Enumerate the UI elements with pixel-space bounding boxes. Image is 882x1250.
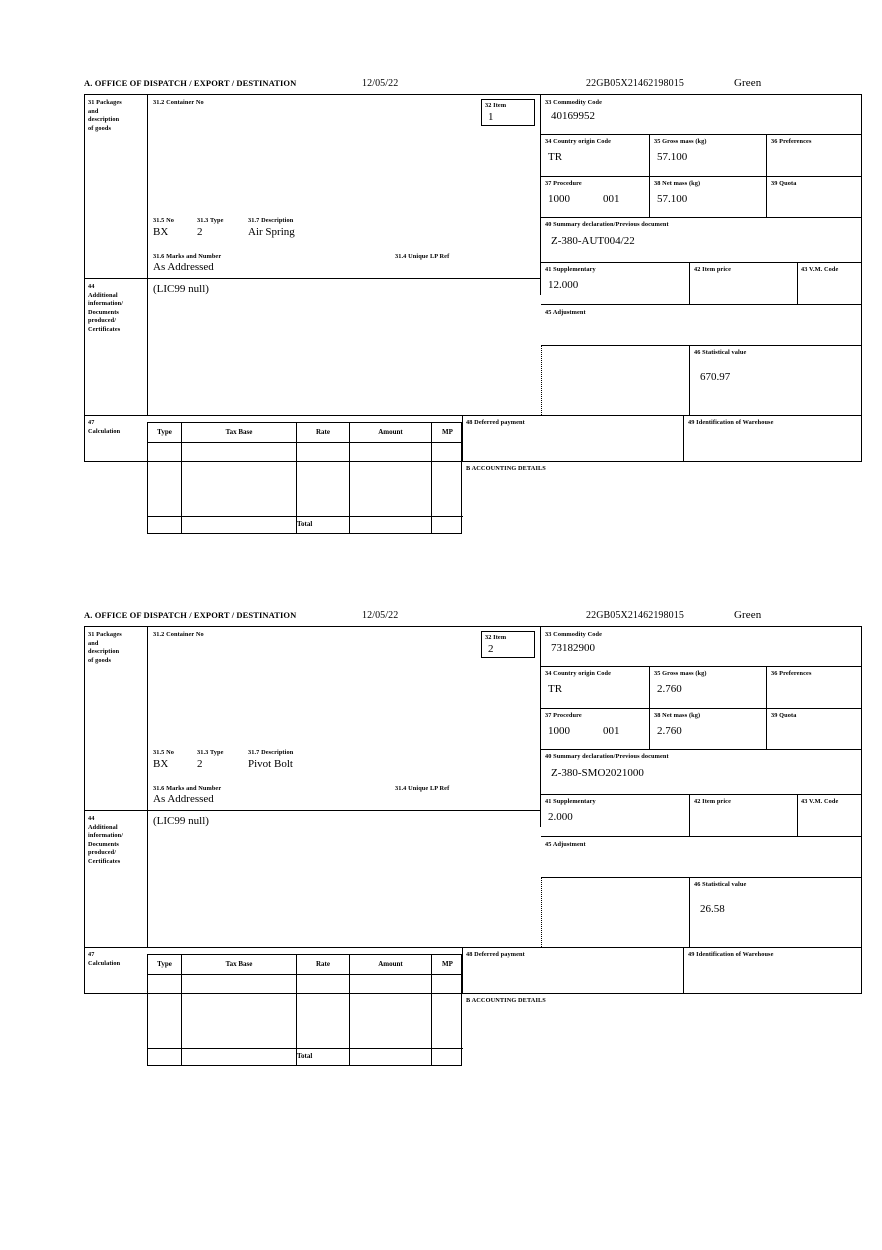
box41-label: 41 Supplementary xyxy=(545,798,596,805)
calc-col-header-amount: Amount xyxy=(378,960,403,968)
declaration-date: 12/05/22 xyxy=(362,78,399,89)
calc-col-header-type: Type xyxy=(157,960,172,968)
box38-net-mass xyxy=(650,709,766,749)
box41-label: 41 Supplementary xyxy=(545,266,596,273)
box33-commodity-code xyxy=(541,95,861,134)
box46-statistical-value xyxy=(690,345,861,415)
goods-description-value: Air Spring xyxy=(248,226,295,238)
marks-and-number-value: As Addressed xyxy=(153,793,214,805)
customs-declaration-form-1 xyxy=(84,77,862,528)
box44-value: (LIC99 null) xyxy=(153,815,209,827)
box37-value-1: 1000 xyxy=(548,725,570,737)
box47-label: 47 Calculation xyxy=(88,419,121,435)
packages-type-label: 31.3 Type xyxy=(197,217,224,224)
packages-no-value: BX xyxy=(153,758,169,770)
divider-box31-box44 xyxy=(85,810,540,811)
calc-total-label: Total xyxy=(297,520,313,528)
box43-label: 43 V.M. Code xyxy=(801,798,839,805)
box34-value: TR xyxy=(548,151,563,163)
box37-procedure xyxy=(541,177,649,217)
divider-left-labels xyxy=(147,627,148,947)
box43-vm-code xyxy=(798,795,861,836)
packages-no-label: 31.5 No xyxy=(153,749,174,756)
calc-col-header-type: Type xyxy=(157,428,172,436)
calc-total-divider xyxy=(148,516,463,517)
box35-value: 2.760 xyxy=(657,683,682,695)
box40-previous-document xyxy=(541,750,861,794)
box46-value: 670.97 xyxy=(700,371,731,383)
calc-col-header-mp: MP xyxy=(442,960,453,968)
box48-deferred-payment xyxy=(462,947,684,989)
form-header xyxy=(84,610,862,626)
box42-item-price xyxy=(690,263,797,304)
box34-label: 34 Country origin Code xyxy=(545,138,612,145)
box47-label: 47 Calculation xyxy=(88,951,121,967)
box32-label: 32 Item xyxy=(485,102,507,109)
calc-col-header-tax-base: Tax Base xyxy=(225,428,253,436)
calc-total-divider xyxy=(148,1048,463,1049)
calc-col-header-amount: Amount xyxy=(378,428,403,436)
box33-label: 33 Commodity Code xyxy=(545,631,602,638)
box41-value: 2.000 xyxy=(548,811,573,823)
box38-value: 2.760 xyxy=(657,725,682,737)
box33-value: 73182900 xyxy=(551,642,595,654)
box40-value: Z-380-SMO2021000 xyxy=(551,767,644,779)
box31-label: 31 Packages and description of goods xyxy=(88,99,122,132)
divider-calc-48 xyxy=(462,947,463,993)
packages-no-label: 31.5 No xyxy=(153,217,174,224)
divider-dotted-46 xyxy=(541,877,542,947)
divider-box31-box44 xyxy=(85,278,540,279)
goods-description-label: 31.7 Description xyxy=(248,749,294,756)
box42-label: 42 Item price xyxy=(694,798,731,805)
box34-country-origin xyxy=(541,667,649,708)
box40-value: Z-380-AUT004/22 xyxy=(551,235,635,247)
box41-value: 12.000 xyxy=(548,279,579,291)
box37-label: 37 Procedure xyxy=(545,712,582,719)
movement-reference-number: 22GB05X21462198015 xyxy=(586,78,684,89)
box34-value: TR xyxy=(548,683,563,695)
box37-value-1: 1000 xyxy=(548,193,570,205)
box33-commodity-code xyxy=(541,627,861,666)
container-no-label: 31.2 Container No xyxy=(153,631,204,638)
box37-value-2: 001 xyxy=(603,193,620,205)
divider-48-accounting xyxy=(462,461,861,462)
box32-item xyxy=(481,631,535,658)
box35-gross-mass xyxy=(650,135,766,176)
box45-adjustment xyxy=(541,837,861,877)
calculation-table xyxy=(147,954,462,1066)
box38-value: 57.100 xyxy=(657,193,688,205)
office-of-dispatch-label: A. OFFICE OF DISPATCH / EXPORT / DESTINATION xyxy=(84,78,297,88)
calc-col-header-mp: MP xyxy=(442,428,453,436)
box44-label: 44 Additional information/ Documents produced/ Certificates xyxy=(88,815,124,865)
customs-declaration-form-2 xyxy=(84,609,862,1060)
box45-adjustment xyxy=(541,305,861,345)
box34-country-origin xyxy=(541,135,649,176)
calc-col-header-rate: Rate xyxy=(316,428,330,436)
divider-48-accounting xyxy=(462,993,861,994)
box37-label: 37 Procedure xyxy=(545,180,582,187)
box37-value-2: 001 xyxy=(603,725,620,737)
box48-deferred-payment xyxy=(462,415,684,457)
calc-header-underline xyxy=(148,974,463,975)
box35-label: 35 Gross mass (kg) xyxy=(654,138,707,145)
box31-label: 31 Packages and description of goods xyxy=(88,631,122,664)
calc-header-underline xyxy=(148,442,463,443)
form-header xyxy=(84,78,862,94)
box44-value: (LIC99 null) xyxy=(153,283,209,295)
box48-label: 48 Deferred payment xyxy=(466,419,525,426)
box49-label: 49 Identification of Warehouse xyxy=(688,419,774,426)
box39-label: 39 Quota xyxy=(771,712,797,719)
marks-and-number-label: 31.6 Marks and Number xyxy=(153,785,222,792)
box49-warehouse-id xyxy=(684,947,861,989)
box46-label: 46 Statistical value xyxy=(694,881,747,888)
box36-preferences xyxy=(767,135,861,176)
packages-type-label: 31.3 Type xyxy=(197,749,224,756)
divider-dotted-46 xyxy=(541,345,542,415)
calculation-table xyxy=(147,422,462,534)
box39-quota xyxy=(767,709,861,749)
box46-label: 46 Statistical value xyxy=(694,349,747,356)
box46-statistical-value xyxy=(690,877,861,947)
route-lane: Green xyxy=(734,77,762,89)
packages-type-value: 2 xyxy=(197,758,203,770)
box38-label: 38 Net mass (kg) xyxy=(654,180,701,187)
box42-item-price xyxy=(690,795,797,836)
box44-label: 44 Additional information/ Documents produced/ Certificates xyxy=(88,283,124,333)
office-of-dispatch-label: A. OFFICE OF DISPATCH / EXPORT / DESTINATION xyxy=(84,610,297,620)
box-b-label: B ACCOUNTING DETAILS xyxy=(466,465,546,472)
goods-description-value: Pivot Bolt xyxy=(248,758,293,770)
divider-left-labels xyxy=(147,95,148,415)
box-b-label: B ACCOUNTING DETAILS xyxy=(466,997,546,1004)
box38-net-mass xyxy=(650,177,766,217)
marks-and-number-label: 31.6 Marks and Number xyxy=(153,253,222,260)
box32-label: 32 Item xyxy=(485,634,507,641)
box42-label: 42 Item price xyxy=(694,266,731,273)
box34-label: 34 Country origin Code xyxy=(545,670,612,677)
box37-procedure xyxy=(541,709,649,749)
box39-label: 39 Quota xyxy=(771,180,797,187)
box40-previous-document xyxy=(541,218,861,262)
box41-supplementary xyxy=(541,263,689,304)
box48-label: 48 Deferred payment xyxy=(466,951,525,958)
box36-preferences xyxy=(767,667,861,708)
unique-lp-ref-label: 31.4 Unique LP Ref xyxy=(395,253,450,260)
divider-calc-48 xyxy=(462,415,463,461)
packages-no-value: BX xyxy=(153,226,169,238)
box32-value: 2 xyxy=(488,643,494,655)
calc-total-label: Total xyxy=(297,1052,313,1060)
goods-description-label: 31.7 Description xyxy=(248,217,294,224)
box36-label: 36 Preferences xyxy=(771,138,812,145)
box35-value: 57.100 xyxy=(657,151,688,163)
declaration-date: 12/05/22 xyxy=(362,610,399,621)
marks-and-number-value: As Addressed xyxy=(153,261,214,273)
box32-value: 1 xyxy=(488,111,494,123)
box35-gross-mass xyxy=(650,667,766,708)
box49-label: 49 Identification of Warehouse xyxy=(688,951,774,958)
calc-col-header-tax-base: Tax Base xyxy=(225,960,253,968)
box49-warehouse-id xyxy=(684,415,861,457)
route-lane: Green xyxy=(734,609,762,621)
box40-label: 40 Summary declaration/Previous document xyxy=(545,221,669,228)
box40-label: 40 Summary declaration/Previous document xyxy=(545,753,669,760)
declaration-box xyxy=(84,626,862,1060)
box39-quota xyxy=(767,177,861,217)
box43-label: 43 V.M. Code xyxy=(801,266,839,273)
box33-label: 33 Commodity Code xyxy=(545,99,602,106)
box46-value: 26.58 xyxy=(700,903,725,915)
unique-lp-ref-label: 31.4 Unique LP Ref xyxy=(395,785,450,792)
box32-item xyxy=(481,99,535,126)
packages-type-value: 2 xyxy=(197,226,203,238)
box41-supplementary xyxy=(541,795,689,836)
calc-col-header-rate: Rate xyxy=(316,960,330,968)
box45-label: 45 Adjustment xyxy=(545,309,586,316)
box43-vm-code xyxy=(798,263,861,304)
declaration-box xyxy=(84,94,862,528)
box45-label: 45 Adjustment xyxy=(545,841,586,848)
box38-label: 38 Net mass (kg) xyxy=(654,712,701,719)
container-no-label: 31.2 Container No xyxy=(153,99,204,106)
movement-reference-number: 22GB05X21462198015 xyxy=(586,610,684,621)
box35-label: 35 Gross mass (kg) xyxy=(654,670,707,677)
box36-label: 36 Preferences xyxy=(771,670,812,677)
box33-value: 40169952 xyxy=(551,110,595,122)
